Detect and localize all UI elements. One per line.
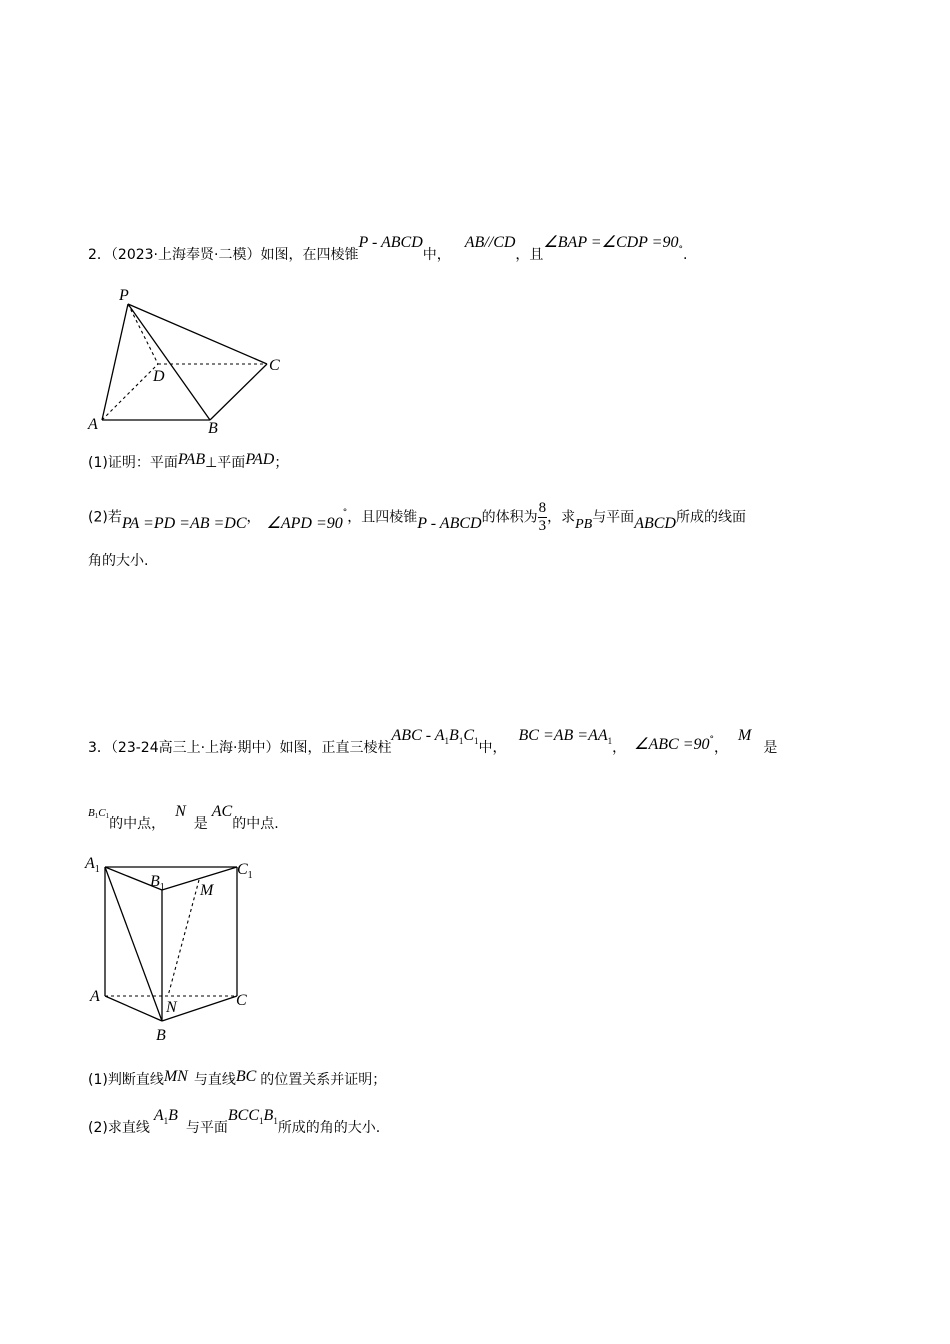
label-a: A [88, 416, 98, 433]
q2-part2 [88, 500, 746, 535]
b1c1-c: C [98, 807, 106, 819]
q2-part2-label: (2)若 [88, 509, 122, 526]
q3-part2 [88, 1107, 381, 1139]
q3-deg: ° [709, 735, 714, 745]
q3-sub: 1 [607, 736, 613, 746]
q3-n: N [175, 803, 186, 820]
q3-part2-t1: 与平面 [185, 1120, 228, 1136]
q3-stem [88, 727, 778, 760]
q3-sub: 1 [458, 736, 464, 746]
q2-t4: 与平面 [592, 509, 635, 526]
q2-plane-pad: PAD [245, 451, 275, 468]
q3-mid1: 中， [478, 740, 507, 756]
q3-prism-a: ABC - A [391, 727, 445, 744]
q3-part1-t2: 的位置关系并证明； [260, 1072, 387, 1088]
q2-part1-end: ； [274, 455, 289, 471]
q3-mid-t3: 的中点. [232, 816, 279, 832]
label-m: M [200, 882, 214, 899]
frac-den: 3 [538, 518, 547, 534]
q3-mid-t1: 的中点， [109, 816, 166, 832]
q3-a1b [154, 1107, 178, 1124]
edge-bc [210, 364, 267, 420]
q3-sub: 1 [474, 736, 479, 746]
label-d: D [153, 368, 165, 385]
q3-angle: ∠ABC =90 [634, 736, 710, 753]
label-n: N [166, 999, 177, 1016]
q3-prism-figure [80, 850, 280, 1050]
q2-part1 [88, 453, 288, 473]
q2-part1-label: (1)证明：平面 [88, 455, 178, 471]
b1c1-b: B [88, 807, 95, 819]
q2-deg2: ° [342, 507, 348, 518]
q2-t1: ，且四棱锥 [347, 509, 418, 526]
q2-stem [88, 234, 688, 267]
label-b: B [208, 420, 218, 437]
q3-sep2: ， [714, 740, 728, 756]
q2-number: 2． [88, 247, 111, 263]
c1-sub: 1 [247, 870, 253, 881]
q3-sub: 1 [163, 1116, 169, 1126]
edge-mn-hidden [168, 880, 199, 996]
label-p: P [119, 287, 129, 304]
label-c1 [237, 861, 253, 881]
q3-part1-label: (1)判断直线 [88, 1072, 164, 1088]
q3-b1c1 [88, 807, 109, 819]
q2-part2-cont: 角的大小. [88, 553, 149, 569]
q2-comma: ， [246, 509, 261, 526]
q2-t2: 的体积为 [481, 509, 538, 526]
q3-sub: 1 [444, 736, 450, 746]
q3-source: （23-24高三上·上海·期中） [110, 740, 280, 756]
q3-number: 3． [88, 740, 111, 756]
q3-part2-t2: 所成的角的大小. [277, 1120, 381, 1136]
q3-part1-t1: 与直线 [193, 1072, 236, 1088]
q2-intro: 如图，在四棱锥 [260, 247, 359, 263]
q2-perp: ⊥平面 [205, 455, 246, 471]
q2-t5: 所成的线面 [675, 509, 746, 526]
q2-eq: PA =PD =AB =DC [121, 514, 247, 532]
q2-pb: PB [575, 516, 593, 532]
a1-letter: A [85, 855, 95, 872]
q3-prism-b: B [449, 727, 459, 744]
edge-ad [102, 364, 158, 420]
q2-source: （2023·上海奉贤·二模） [110, 247, 261, 263]
q3-eq-text: BC =AB =AA [518, 727, 608, 744]
q3-eq [519, 727, 613, 744]
a1b-b: B [168, 1107, 178, 1124]
a1b-a: A [153, 1107, 164, 1124]
a1-sub: 1 [94, 864, 100, 875]
q2-pyramid-figure [80, 280, 300, 440]
edge-a1b [105, 867, 162, 1021]
edge-pa [102, 304, 128, 420]
q3-sep: ， [612, 740, 627, 756]
q3-mn: MN [163, 1068, 188, 1085]
edge-pd [128, 304, 158, 364]
q3-part1 [88, 1070, 386, 1090]
q2-abcd: ABCD [634, 514, 676, 532]
label-a: A [90, 988, 100, 1005]
b1-letter: B [150, 873, 160, 890]
q3-shi: 是 [763, 740, 778, 756]
q3-sub: 1 [259, 1116, 264, 1126]
q2-fraction [538, 500, 548, 535]
q3-plane [228, 1107, 278, 1124]
q2-deg: ° [678, 245, 683, 255]
frac-num: 8 [538, 500, 547, 516]
q2-end: . [682, 247, 688, 263]
q2-pyramid: P - ABCD [358, 234, 423, 251]
plane-bcc: BCC [227, 1107, 260, 1124]
label-a1 [84, 855, 100, 875]
q3-intro: 如图，正直三棱柱 [279, 740, 392, 756]
q3-mid-t2: 是 [193, 816, 208, 832]
q3-m: M [738, 727, 752, 744]
q2-t3: ，求 [547, 509, 576, 526]
q3-ac: AC [211, 803, 233, 820]
q3-sub: 1 [273, 1116, 278, 1126]
q3-sub: 1 [94, 812, 99, 820]
q3-prism-c: C [463, 727, 474, 744]
q3-sub: 1 [105, 812, 110, 820]
plane-b: B [263, 1107, 274, 1124]
label-b1 [150, 873, 165, 893]
label-b: B [156, 1027, 166, 1044]
c1-letter: C [237, 861, 248, 878]
q2-mid1: 中， [422, 247, 451, 263]
q2-angle-apd: ∠APD =90 [266, 514, 343, 532]
q3-prism [392, 727, 479, 744]
q3-bc: BC [235, 1068, 257, 1085]
q2-pyramid2: P - ABCD [417, 514, 482, 532]
q2-plane-pab: PAB [177, 451, 206, 468]
q2-angles: ∠BAP =∠CDP =90 [543, 234, 679, 251]
q2-mid2: ，且 [515, 247, 544, 263]
label-c: C [269, 357, 280, 374]
label-c: C [236, 992, 247, 1009]
q3-stem-cont [88, 803, 279, 836]
b1-sub: 1 [159, 882, 165, 893]
q3-part2-label: (2)求直线 [88, 1120, 150, 1136]
q2-parallel: AB//CD [464, 234, 516, 251]
